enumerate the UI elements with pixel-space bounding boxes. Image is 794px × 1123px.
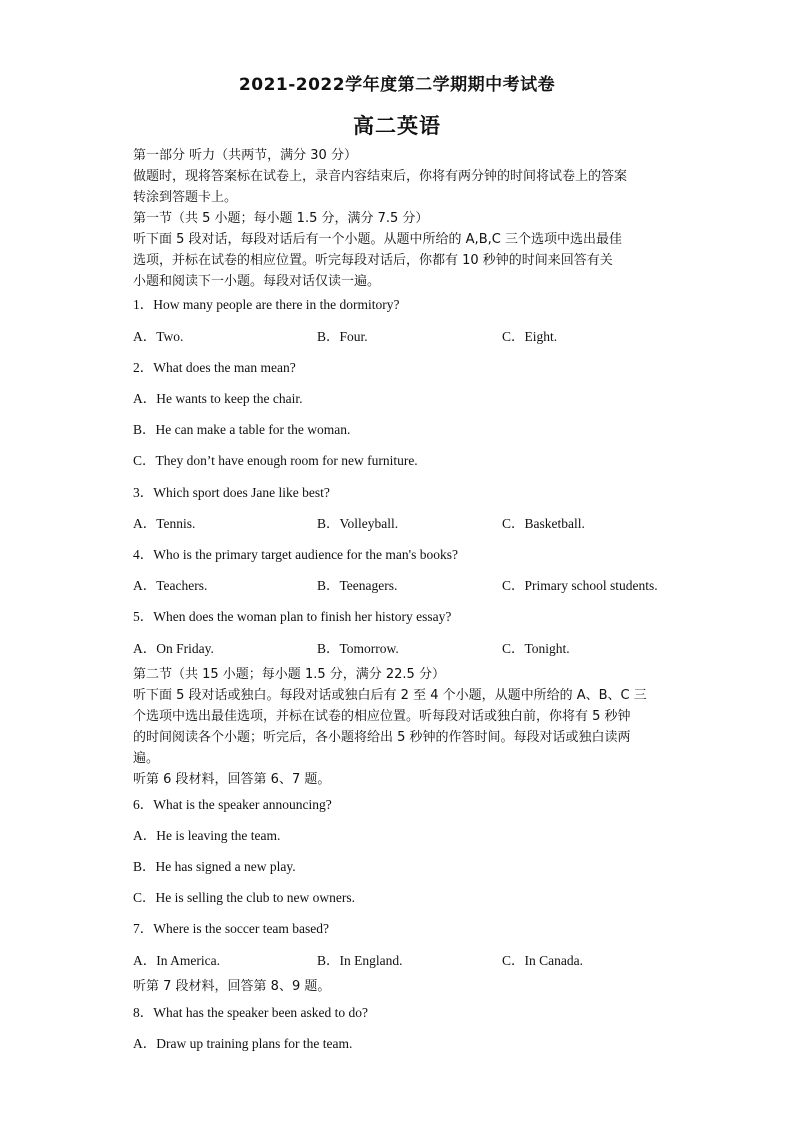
section1-instructions-line-1: 听下面 5 段对话，每段对话后有一个小题。从题中所给的 A,B,C 三个选项中选出最佳 <box>133 232 622 247</box>
q4-option-a: A．Teachers. <box>133 578 208 593</box>
material-7-note: 听第 7 段材料，回答第 8、9 题。 <box>133 979 331 994</box>
q2-option-b: B．He can make a table for the woman. <box>133 422 351 437</box>
part1-heading: 第一部分 听力（共两节，满分 30 分） <box>133 148 357 163</box>
q1-option-a: A．Two. <box>133 329 184 344</box>
section2-instructions-line-4: 遍。 <box>133 751 160 766</box>
section1-instructions-line-2: 选项，并标在试卷的相应位置。听完每段对话后，你都有 10 秒钟的时间来回答有关 <box>133 253 613 268</box>
question-4: 4．Who is the primary target audience for the man's books? <box>133 547 458 562</box>
material-6-note: 听第 6 段材料，回答第 6、7 题。 <box>133 772 331 787</box>
question-3: 3．Which sport does Jane like best? <box>133 485 330 500</box>
question-1: 1．How many people are there in the dormitory? <box>133 297 400 312</box>
q2-option-c: C．They don’t have enough room for new furniture. <box>133 453 418 468</box>
q4-option-c: C．Primary school students. <box>502 578 658 593</box>
q7-option-a: A．In America. <box>133 953 220 968</box>
section1-heading: 第一节（共 5 小题；每小题 1.5 分，满分 7.5 分） <box>133 211 429 226</box>
q5-option-c: C．Tonight. <box>502 641 570 656</box>
part1-instructions-line-1: 做题时，现将答案标在试卷上，录音内容结束后，你将有两分钟的时间将试卷上的答案 <box>133 169 628 184</box>
q6-option-b: B．He has signed a new play. <box>133 859 296 874</box>
question-6: 6．What is the speaker announcing? <box>133 797 332 812</box>
subject-title: 高二英语 <box>353 114 441 138</box>
q6-option-a: A．He is leaving the team. <box>133 828 281 843</box>
q5-option-a: A．On Friday. <box>133 641 214 656</box>
q7-option-b: B．In England. <box>317 953 403 968</box>
q6-option-c: C．He is selling the club to new owners. <box>133 890 355 905</box>
q1-option-c: C．Eight. <box>502 329 558 344</box>
section1-instructions-line-3: 小题和阅读下一小题。每段对话仅读一遍。 <box>133 274 381 289</box>
q8-option-a: A．Draw up training plans for the team. <box>133 1036 353 1051</box>
q4-option-b: B．Teenagers. <box>317 578 398 593</box>
question-8: 8．What has the speaker been asked to do? <box>133 1005 369 1020</box>
section2-heading: 第二节（共 15 小题；每小题 1.5 分，满分 22.5 分） <box>133 667 445 682</box>
section2-instructions-line-1: 听下面 5 段对话或独白。每段对话或独白后有 2 至 4 个小题，从题中所给的 A、B、C 三 <box>133 688 647 703</box>
q7-option-c: C．In Canada. <box>502 953 583 968</box>
q3-option-c: C．Basketball. <box>502 516 585 531</box>
q3-option-a: A．Tennis. <box>133 516 196 531</box>
q2-option-a: A．He wants to keep the chair. <box>133 391 303 406</box>
exam-title: 2021-2022学年度第二学期期中考试卷 <box>238 75 556 95</box>
q3-option-b: B．Volleyball. <box>317 516 399 531</box>
part1-instructions-line-2: 转涂到答题卡上。 <box>133 190 238 205</box>
question-5: 5．When does the woman plan to finish her history essay? <box>133 609 452 624</box>
section2-instructions-line-2: 个选项中选出最佳选项，并标在试卷的相应位置。听每段对话或独白前，你将有 5 秒钟 <box>133 709 631 724</box>
q1-option-b: B．Four. <box>317 329 368 344</box>
question-7: 7．Where is the soccer team based? <box>133 921 330 936</box>
question-2: 2．What does the man mean? <box>133 360 296 375</box>
section2-instructions-line-3: 的时间阅读各个小题；听完后，各小题将给出 5 秒钟的作答时间。每段对话或独白读两 <box>133 730 631 745</box>
q5-option-b: B．Tomorrow. <box>317 641 399 656</box>
